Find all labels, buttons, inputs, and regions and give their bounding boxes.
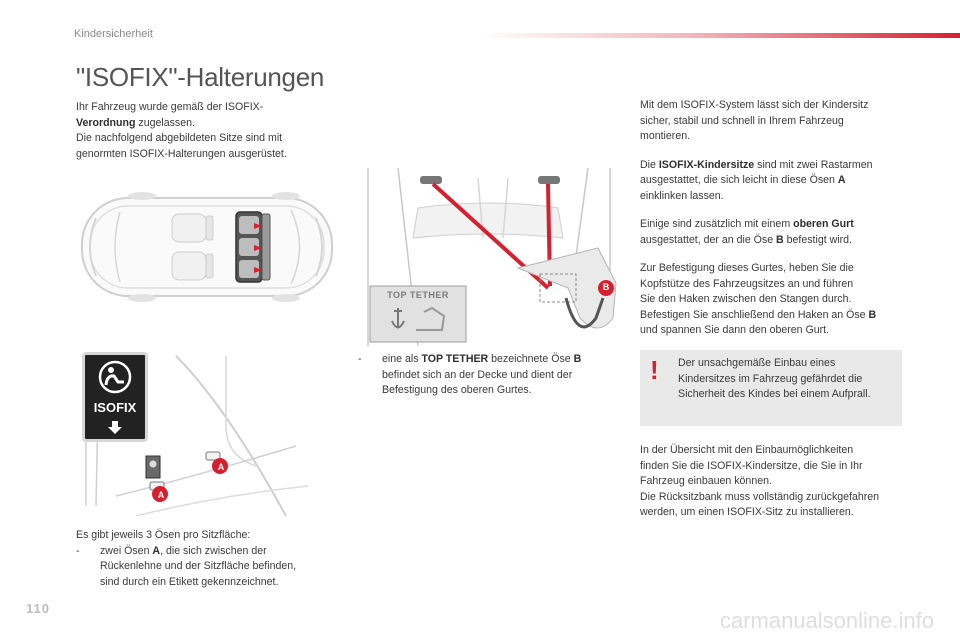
page-title: "ISOFIX"-Halterungen [76,62,325,92]
intro-paragraph: Ihr Fahrzeug wurde gemäß der ISOFIX- Verordnung zugelassen. Die nachfolgend abgebildeten Sitze sind mit genormten ISOFIX-Halterungen ausgerüstet. [76,101,287,160]
right-column-text: Mit dem ISOFIX-System lässt sich der Kindersitz sicher, stabil und schnell in Ihrem Fahrzeug montieren. Die ISOFIX-Kindersitze sind mit zwei Rastarmen ausgestattet, die sich leicht in diese Ösen A einklinken lassen. Einige sind zusätzlich mit einem oberen Gurt ausgestattet, der an die Öse B befestigt wird. Zur Befestigung dieses Gurtes, heben Sie die Kopfstütze des Fahrzeugsitzes an und führen Sie den Haken zwischen den Stangen durch. Befestigen Sie anschließend den Haken an Öse B und spannen Sie dann den oberen Gurt. [640,99,877,336]
child-seat-icon [85,355,145,439]
car-top-view-illustration [76,188,338,306]
figure-label-b: B [602,282,610,292]
header-accent-bar [480,33,960,38]
installation-note: In der Übersicht mit den Einbaumöglichkeiten finden Sie die ISOFIX-Kindersitze, die Sie in Ihr Fahrzeug einbauen können. Die Rücksitzbank muss vollständig zurückgefahren werden, um einen ISOFIX-Sitz zu installieren. [640,444,880,518]
figure-label-a-lower: A [157,490,165,500]
isofix-sign-label: ISOFIX [93,400,137,415]
page-number: 110 [26,601,50,616]
watermark: carmanualsonline.info [719,608,934,633]
anchors-description: Es gibt jeweils 3 Ösen pro Sitzfläche: - zwei Ösen A, die sich zwischen der Rückenlehne und der Sitzfläche befinden, sind durch ein Etikett gekennzeichnet. [76,529,297,588]
isofix-sign [82,352,148,442]
top-tether-description: - eine als TOP TETHER bezeichnete Öse B befindet sich an der Decke und dient der Befestigung des oberen Gurtes. [358,353,582,396]
figure-label-a-upper: A [217,462,225,472]
section-title: Kindersicherheit [74,28,153,40]
warning-text: Der unsachgemäße Einbau eines Kindersitzes im Fahrzeug gefährdet die Sicherheit des Kindes bei einem Aufprall. [678,357,871,400]
warning-icon: ! [650,355,659,385]
top-tether-label: TOP TETHER [387,290,449,300]
top-tether-illustration [358,168,620,346]
